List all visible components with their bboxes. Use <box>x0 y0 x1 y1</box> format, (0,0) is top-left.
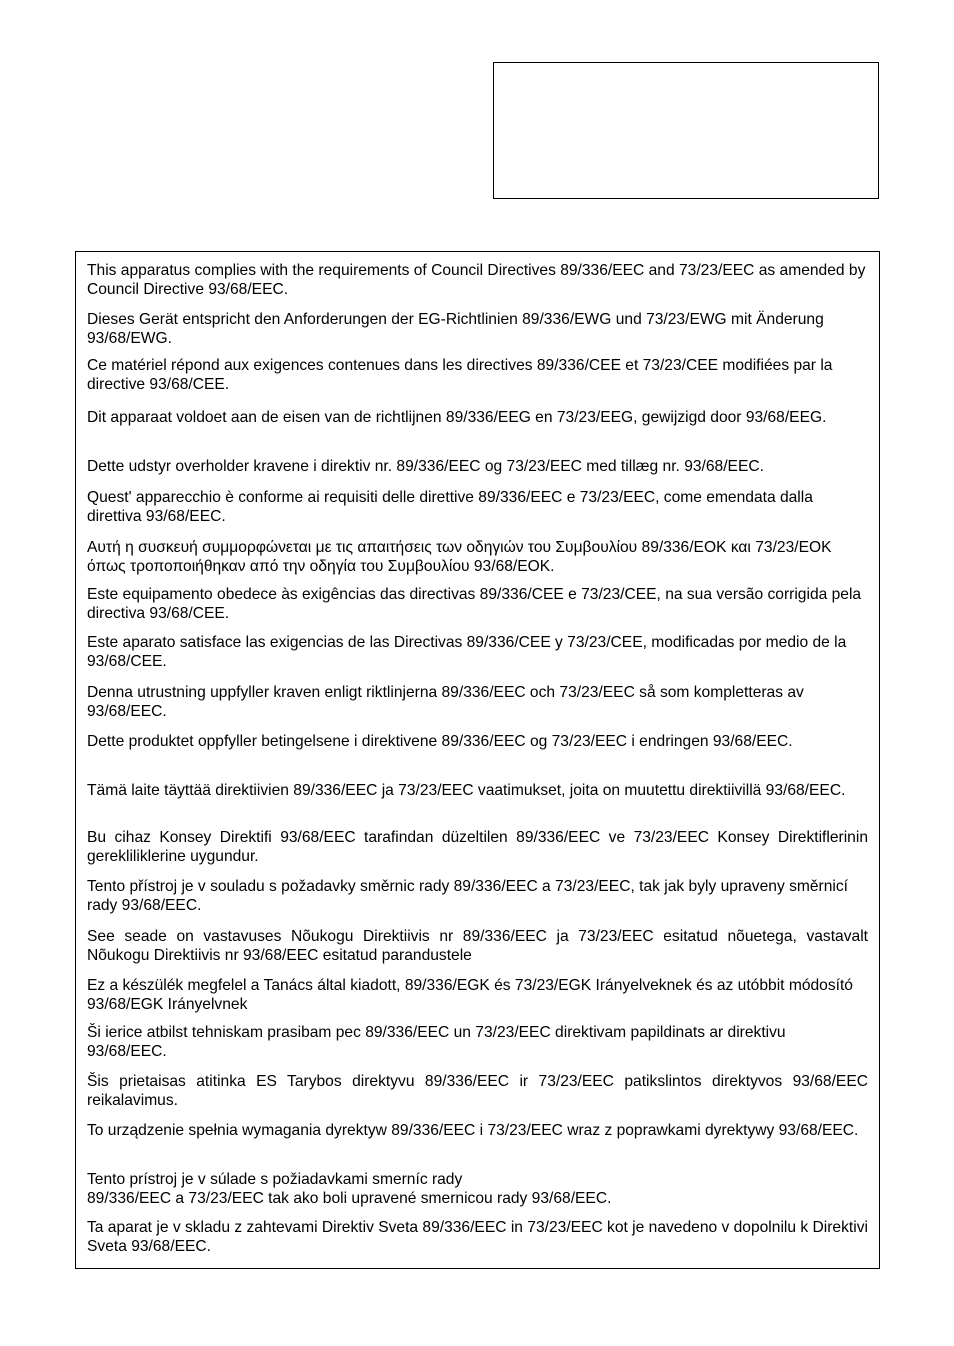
statement-norwegian: Dette produktet oppfyller betingelsene i direktivene 89/336/EEC og 73/23/EEC i endringen 93/68/EEC. <box>87 733 793 750</box>
empty-label-box <box>493 62 879 199</box>
statement-french: Ce matériel répond aux exigences contenues dans les directives 89/336/CEE et 73/23/CEE modifiées par la directive 93/68/CEE. <box>87 357 833 393</box>
statement-english: This apparatus complies with the requirements of Council Directives 89/336/EEC and 73/23/EEC as amended by Council Directive 93/68/EEC. <box>87 262 866 298</box>
statement-german: Dieses Gerät entspricht den Anforderungen der EG-Richtlinien 89/336/EWG und 73/23/EWG mit Änderung 93/68/EWG. <box>87 311 824 347</box>
statement-estonian: See seade on vastavuses Nõukogu Direktiivis nr 89/336/EEC ja 73/23/EEC esitatud nõuetega, vastavalt Nõukogu Direktiivis nr 93/68/EEC esitatud parandustele <box>87 928 868 964</box>
statement-slovenian: Ta aparat je v skladu z zahtevami Direktiv Sveta 89/336/EEC in 73/23/EEC kot je navedeno v dopolnilu k Direktivi Sveta 93/68/EEC. <box>87 1219 868 1255</box>
statement-danish: Dette udstyr overholder kravene i direktiv nr. 89/336/EEC og 73/23/EEC med tillæg nr. 93/68/EEC. <box>87 458 764 475</box>
statement-polish: To urządzenie spełnia wymagania dyrektyw 89/336/EEC i 73/23/EEC wraz z poprawkami dyrektywy 93/68/EEC. <box>87 1122 859 1139</box>
statement-czech: Tento přístroj je v souladu s požadavky směrnic rady 89/336/EEC a 73/23/EEC, tak jak byly upraveny směrnicí rady 93/68/EEC. <box>87 878 848 914</box>
statement-slovak: Tento prístroj je v súlade s požiadavkami smerníc rady 89/336/EEC a 73/23/EEC tak ako boli upravené smernicou rady 93/68/EEC. <box>87 1171 612 1207</box>
statement-finnish: Tämä laite täyttää direktiivien 89/336/EEC ja 73/23/EEC vaatimukset, joita on muutettu direktiivillä 93/68/EEC. <box>87 782 846 799</box>
statement-italian: Quest' apparecchio è conforme ai requisiti delle direttive 89/336/EEC e 73/23/EEC, come emendata dalla direttiva 93/68/EEC. <box>87 489 813 525</box>
statement-turkish: Bu cihaz Konsey Direktifi 93/68/EEC tarafindan düzeltilen 89/336/EEC ve 73/23/EEC Konsey Direktiflerinin gerekliliklerine uygundur. <box>87 829 868 865</box>
statement-swedish: Denna utrustning uppfyller kraven enligt riktlinjerna 89/336/EEC och 73/23/EEC så som kompletteras av 93/68/EEC. <box>87 684 804 720</box>
statement-latvian: Ši ierice atbilst tehniskam prasibam pec 89/336/EEC un 73/23/EEC direktivam papildinats ar direktivu 93/68/EEC. <box>87 1024 786 1060</box>
ec-compliance-statements <box>75 251 880 1269</box>
statement-greek: Αυτή η συσκευή συμμορφώνεται με τις απαιτήσεις των οδηγιών του Συμβουλίου 89/336/ΕΟΚ και 73/23/ΕΟΚ όπως τροποποιήθηκαν από την οδηγία του Συμβουλίου 93/68/ΕΟΚ. <box>87 539 832 575</box>
statement-hungarian: Ez a készülék megfelel a Tanács által kiadott, 89/336/EGK és 73/23/EGK Irányelveknek és az utóbbit módosító 93/68/EGK Irányelvnek <box>87 977 853 1013</box>
statement-lithuanian: Šis prietaisas atitinka ES Tarybos direktyvu 89/336/EEC ir 73/23/EEC patikslintos direktyvos 93/68/EEC reikalavimus. <box>87 1073 868 1109</box>
statement-portuguese: Este equipamento obedece às exigências das directivas 89/336/CEE e 73/23/CEE, na sua versão corrigida pela directiva 93/68/CEE. <box>87 586 862 622</box>
statement-dutch: Dit apparaat voldoet aan de eisen van de richtlijnen 89/336/EEG en 73/23/EEG, gewijzigd door 93/68/EEG. <box>87 409 827 426</box>
statement-spanish: Este aparato satisface las exigencias de las Directivas 89/336/CEE y 73/23/CEE, modificadas por medio de la 93/68/CEE. <box>87 634 847 670</box>
